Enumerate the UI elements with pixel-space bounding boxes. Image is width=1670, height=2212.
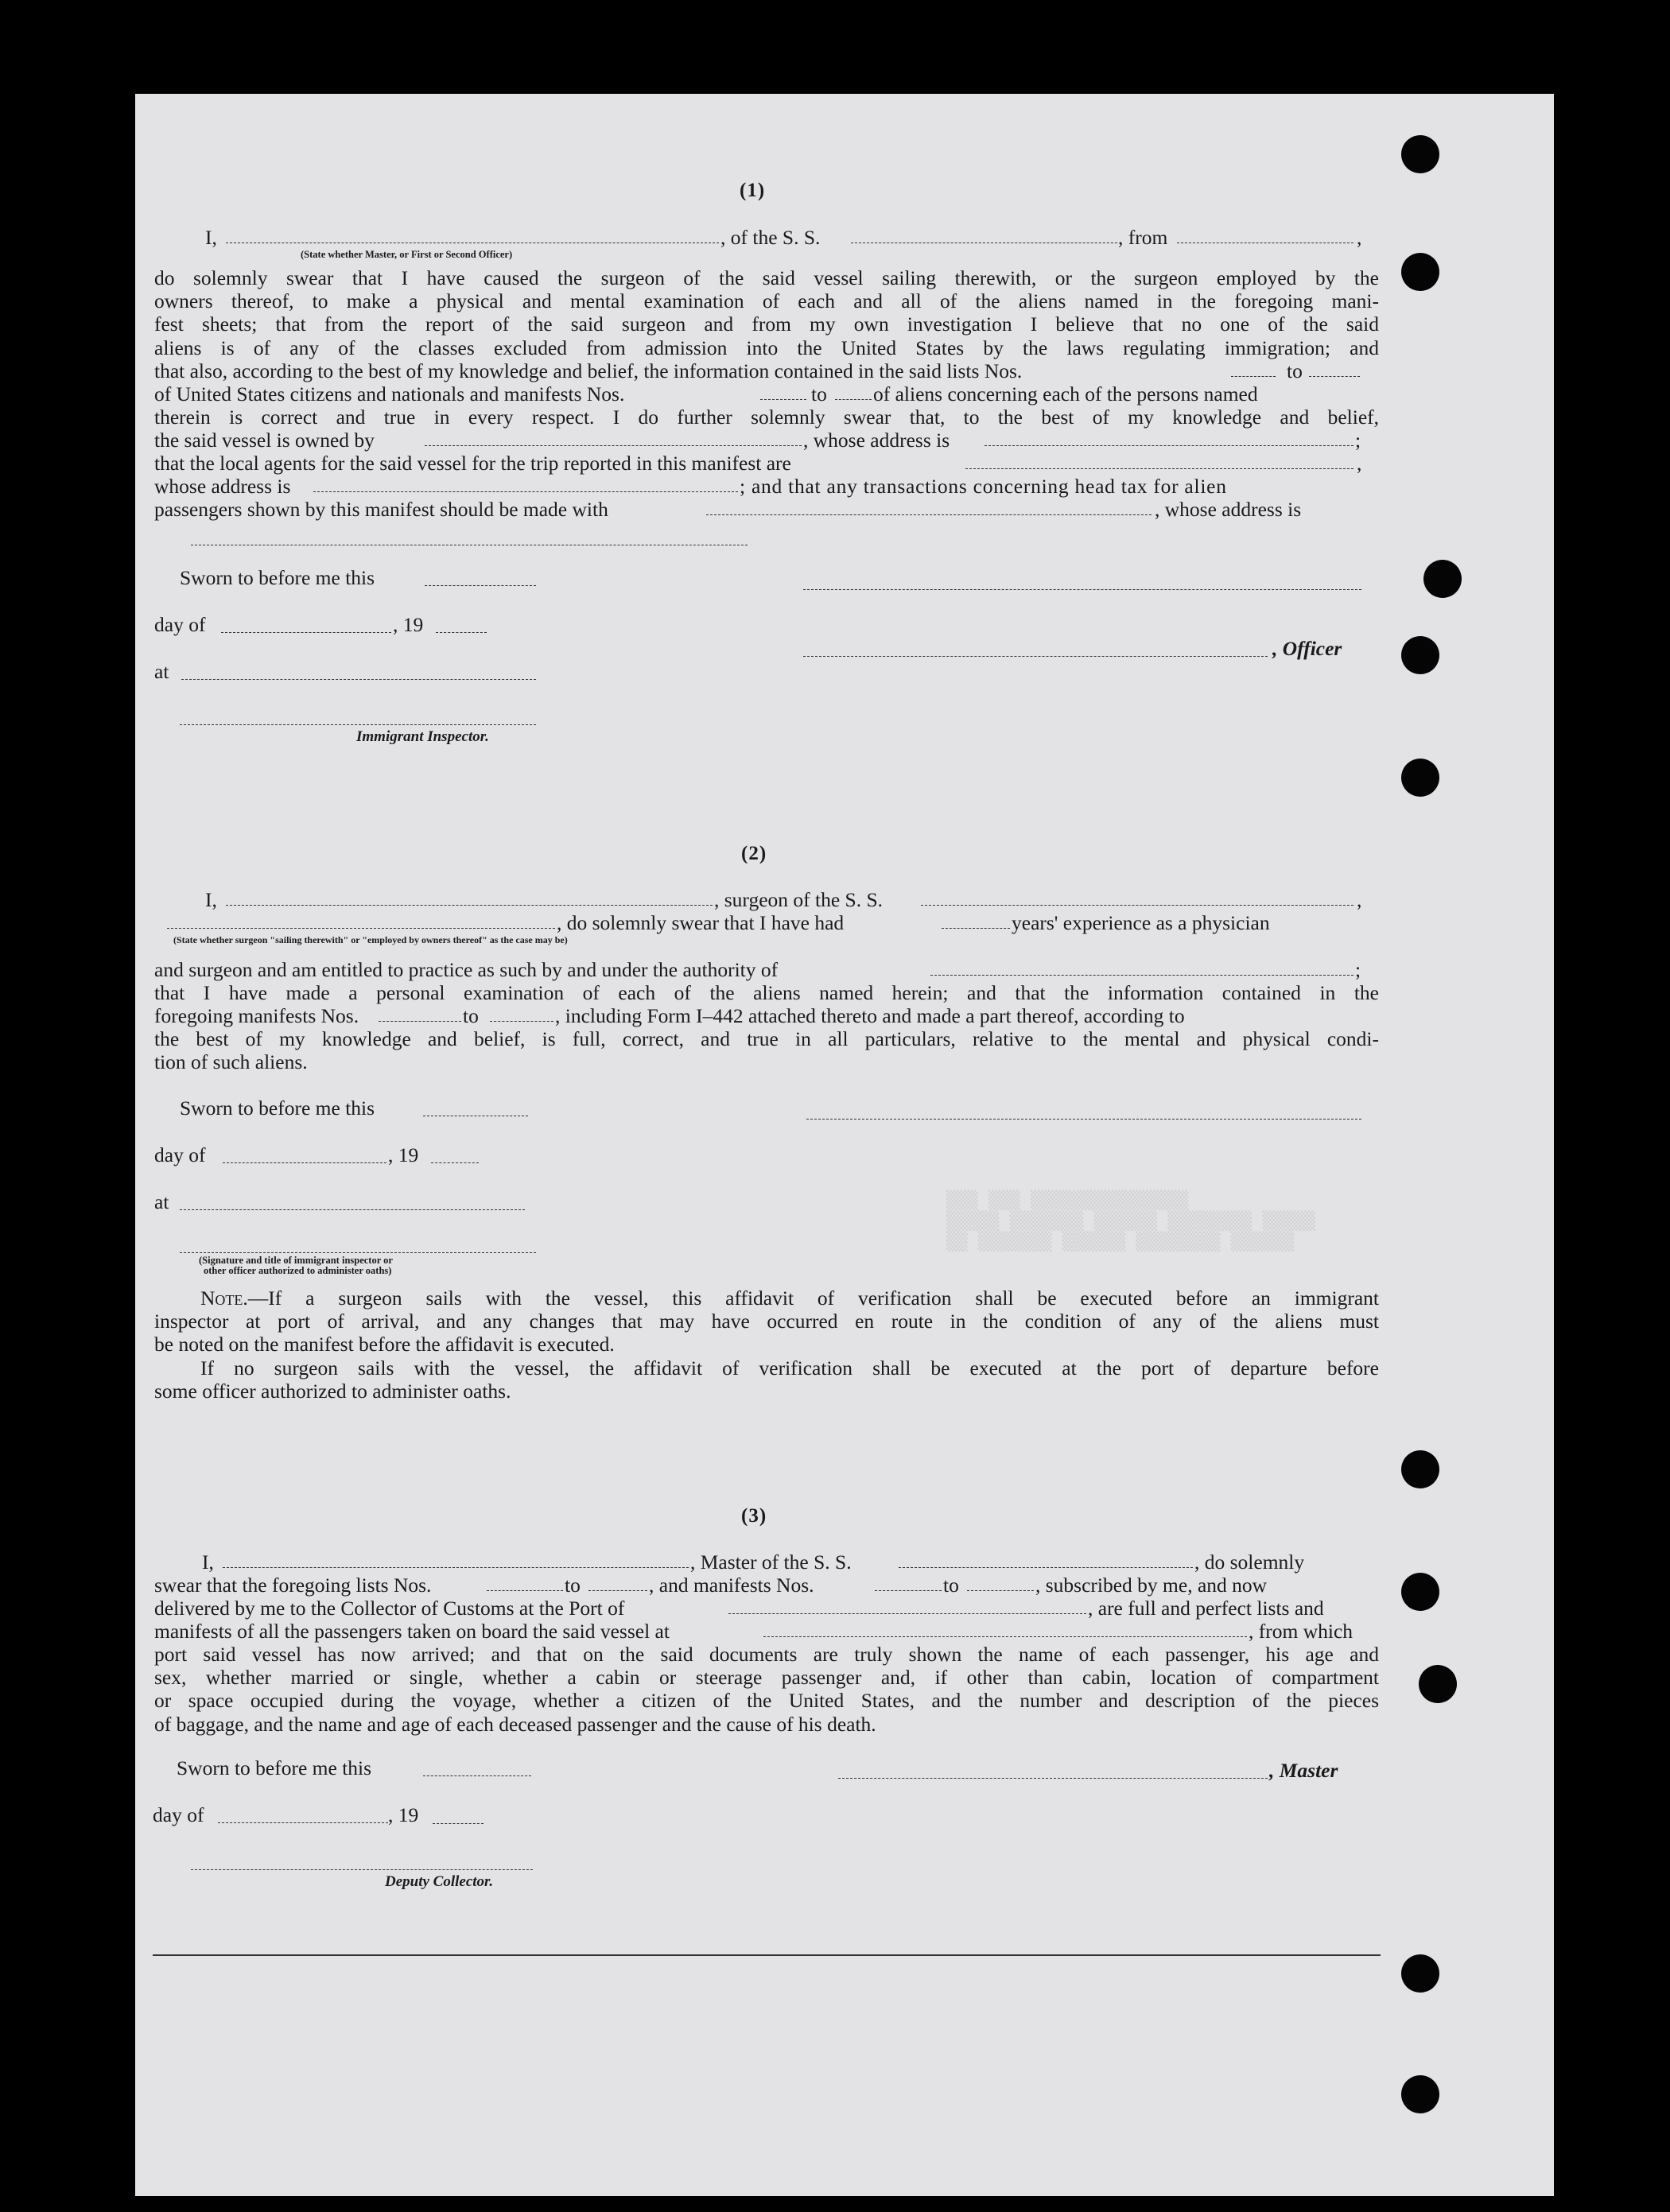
- text: that also, according to the best of my knowledge and belief, the information contained in the said lists Nos.: [154, 359, 1023, 382]
- note-line: —If a surgeon sails with the vessel, this affidavit of verification shall be executed before an immigrant: [247, 1286, 1379, 1310]
- text: , do solemnly: [1194, 1550, 1305, 1574]
- text: ,: [1357, 888, 1362, 911]
- text: I,: [205, 888, 217, 911]
- surgeon-signature-field[interactable]: [806, 1118, 1361, 1120]
- agents-address-field[interactable]: [313, 491, 738, 492]
- text: , 19: [388, 1143, 419, 1166]
- year-field[interactable]: [431, 1162, 479, 1163]
- day-of-field[interactable]: [221, 631, 391, 633]
- owner-address-field[interactable]: [985, 444, 1353, 446]
- text: that the local agents for the said vessel for the trip reported in this manifest are: [154, 452, 791, 475]
- text: , from which: [1249, 1620, 1353, 1643]
- caption: (State whether Master, or First or Second Officer): [301, 249, 513, 260]
- caption: (Signature and title of immigrant inspector or: [199, 1255, 393, 1266]
- text: to: [943, 1574, 959, 1597]
- punch-hole: [1423, 560, 1462, 598]
- manifests-from-field[interactable]: [760, 398, 806, 400]
- years-experience-field[interactable]: [942, 927, 1010, 929]
- text: , are full and perfect lists and: [1088, 1597, 1324, 1620]
- officer-name-field[interactable]: [226, 242, 719, 243]
- text: ;: [1355, 429, 1361, 452]
- vessel-name-field[interactable]: [851, 242, 1117, 243]
- oath-line: fest sheets; that from the report of the said surgeon and from my own investigation I believe that no one of the said: [154, 312, 1379, 336]
- departure-port-field[interactable]: [763, 1636, 1247, 1637]
- vessel-name-field[interactable]: [899, 1566, 1193, 1568]
- inspector-label: Immigrant Inspector.: [356, 728, 489, 745]
- oath-line: port said vessel has now arrived; and that on the said documents are truly shown the name of each passenger, his age and: [154, 1643, 1379, 1666]
- manifests-to-field[interactable]: [967, 1589, 1034, 1591]
- text: Sworn to before me this: [177, 1756, 372, 1779]
- text: I,: [202, 1550, 214, 1574]
- origin-port-field[interactable]: [1177, 242, 1353, 243]
- bleed-through-text: ▒▒▒ ▒▒▒ ▒▒▒▒▒▒▒▒▒▒▒▒▒▒▒ ▒▒▒▒▒ ▒▒▒▒▒▒▒ ▒▒▒▒▒▒ ▒▒▒▒▒▒▒▒ ▒▒▒▒▒ ▒▒ ▒▒▒▒▒▒▒ ▒▒▒▒▒▒ ▒▒▒▒▒▒▒▒ ▒▒▒▒▒▒: [946, 1191, 1315, 1252]
- text: , surgeon of the S. S.: [714, 888, 884, 911]
- text: of United States citizens and nationals and manifests Nos.: [154, 382, 625, 406]
- text: day of: [154, 613, 206, 636]
- lists-to-field[interactable]: [1309, 375, 1360, 377]
- vessel-name-field[interactable]: [921, 904, 1353, 906]
- lists-to-field[interactable]: [588, 1589, 647, 1591]
- text: day of: [154, 1143, 206, 1166]
- at-place-field[interactable]: [180, 1209, 525, 1210]
- master-label: , Master: [1269, 1759, 1338, 1782]
- lists-from-field[interactable]: [1231, 375, 1276, 377]
- officer-signature-field[interactable]: [803, 588, 1361, 590]
- text: manifests of all the passengers taken on board the said vessel at: [154, 1620, 670, 1643]
- text: ,: [1357, 226, 1362, 249]
- text: , do solemnly swear that I have had: [557, 911, 845, 934]
- oath-paragraph: [154, 1643, 1379, 1736]
- text: and surgeon and am entitled to practice as such by and under the authority of: [154, 958, 779, 981]
- manifests-to-field[interactable]: [490, 1020, 553, 1022]
- text: whose address is: [154, 475, 291, 498]
- punch-hole: [1401, 1450, 1439, 1488]
- oath-line: sex, whether married or single, whether a cabin or steerage passenger and, if other than cabin, location of compartment: [154, 1666, 1379, 1690]
- lists-from-field[interactable]: [487, 1589, 563, 1591]
- note-line: be noted on the manifest before the affidavit is executed.: [154, 1333, 615, 1356]
- bottom-rule: [153, 1954, 1381, 1956]
- deputy-signature-field[interactable]: [191, 1869, 533, 1870]
- form-page: [135, 94, 1554, 2196]
- note-line: some officer authorized to administer oaths.: [154, 1379, 511, 1403]
- officer-title-field[interactable]: [803, 655, 1268, 657]
- year-field[interactable]: [436, 631, 487, 633]
- text: at: [154, 1190, 169, 1213]
- text: ;: [1355, 958, 1361, 981]
- year-field[interactable]: [433, 1822, 484, 1824]
- caption: (State whether surgeon "sailing therewith" or "employed by owners thereof" as the case may be): [173, 934, 568, 945]
- text: at: [154, 660, 169, 683]
- text: to: [1287, 359, 1303, 382]
- master-signature-field[interactable]: [838, 1777, 1268, 1779]
- oath-line: or space occupied during the voyage, whether a citizen of the United States, and the number and description of the pieces: [154, 1689, 1379, 1713]
- sworn-date-field[interactable]: [425, 584, 536, 586]
- oath-line: that I have made a personal examination of each of the aliens named herein; and that the information contained in the: [154, 981, 1379, 1004]
- oath-line: do solemnly swear that I have caused the surgeon of the said vessel sailing therewith, or the surgeon employed by the: [154, 266, 1379, 289]
- text: Sworn to before me this: [180, 566, 375, 589]
- text: , and manifests Nos.: [649, 1574, 814, 1597]
- deputy-label: Deputy Collector.: [385, 1873, 494, 1890]
- day-of-field[interactable]: [218, 1822, 388, 1823]
- inspector-signature-field[interactable]: [180, 724, 536, 725]
- text: ; and that any transactions concerning head tax for alien: [740, 475, 1227, 498]
- section-number: (3): [741, 1505, 767, 1527]
- sworn-date-field[interactable]: [423, 1775, 531, 1776]
- punch-hole: [1401, 636, 1439, 674]
- oath-line: owners thereof, to make a physical and mental examination of each and all of the aliens named in the foregoing mani-: [154, 289, 1379, 313]
- text: foregoing manifests Nos.: [154, 1004, 359, 1027]
- punch-hole: [1401, 253, 1439, 291]
- head-tax-contact-field[interactable]: [706, 514, 1152, 515]
- text: passengers shown by this manifest should be made with: [154, 498, 608, 521]
- local-agents-field[interactable]: [965, 468, 1353, 469]
- manifests-from-field[interactable]: [875, 1589, 942, 1591]
- text: , 19: [393, 613, 424, 636]
- text: years' experience as a physician: [1012, 911, 1270, 934]
- master-name-field[interactable]: [223, 1566, 689, 1568]
- text: the said vessel is owned by: [154, 429, 375, 452]
- note-line: If no surgeon sails with the vessel, the affidavit of verification shall be executed at the port of departure before: [200, 1356, 1379, 1380]
- text: I,: [205, 226, 217, 249]
- officer-label: , Officer: [1272, 637, 1342, 660]
- oath-line: of baggage, and the name and age of each deceased passenger and the cause of his death.: [154, 1712, 876, 1736]
- punch-hole: [1401, 2075, 1439, 2113]
- caption: other officer authorized to administer oaths): [204, 1265, 392, 1276]
- text: to: [811, 382, 827, 406]
- at-place-field[interactable]: [181, 678, 536, 680]
- text: ,: [1357, 452, 1362, 475]
- oath-line: tion of such aliens.: [154, 1050, 308, 1073]
- text: , from: [1118, 226, 1168, 249]
- punch-hole: [1401, 135, 1439, 173]
- port-field[interactable]: [728, 1612, 1086, 1614]
- note-label: Note.: [200, 1286, 248, 1310]
- text: , including Form I–442 attached thereto and made a part thereof, according to: [555, 1004, 1185, 1027]
- oath-line: aliens is of any of the classes excluded from admission into the United States by the laws regulating immigration; and: [154, 336, 1379, 359]
- text: , whose address is: [1155, 498, 1302, 521]
- head-tax-address-field[interactable]: [191, 544, 748, 545]
- manifests-from-field[interactable]: [379, 1020, 461, 1022]
- day-of-field[interactable]: [223, 1162, 386, 1163]
- owner-field[interactable]: [425, 444, 802, 446]
- text: to: [463, 1004, 479, 1027]
- oath-line: therein is correct and true in every respect. I do further solemnly swear that, to the best of my knowledge and belief,: [154, 406, 1379, 429]
- punch-hole: [1401, 1954, 1439, 1993]
- surgeon-status-field[interactable]: [167, 927, 555, 929]
- text: , subscribed by me, and now: [1035, 1574, 1268, 1597]
- text: delivered by me to the Collector of Customs at the Port of: [154, 1597, 625, 1620]
- text: Sworn to before me this: [180, 1096, 375, 1120]
- text: swear that the foregoing lists Nos.: [154, 1574, 432, 1597]
- sworn-date-field[interactable]: [423, 1115, 528, 1116]
- punch-hole: [1419, 1665, 1457, 1703]
- text: , 19: [388, 1803, 419, 1826]
- official-signature-field[interactable]: [180, 1252, 536, 1253]
- text: , of the S. S.: [720, 226, 821, 249]
- manifests-to-field[interactable]: [835, 398, 872, 400]
- section-number: (1): [740, 180, 766, 201]
- text: , Master of the S. S.: [690, 1550, 852, 1574]
- punch-hole: [1401, 1573, 1439, 1611]
- text: of aliens concerning each of the persons named: [873, 382, 1258, 406]
- punch-hole: [1401, 759, 1439, 797]
- note-line: inspector at port of arrival, and any changes that may have occurred en route in the condition of any of the aliens must: [154, 1310, 1379, 1333]
- text: to: [565, 1574, 581, 1597]
- note-paragraph: [154, 1286, 1379, 1403]
- text: , whose address is: [803, 429, 950, 452]
- authority-field[interactable]: [930, 974, 1353, 976]
- oath-line: the best of my knowledge and belief, is full, correct, and true in all particulars, relative to the mental and physical condi-: [154, 1027, 1379, 1050]
- section-number: (2): [741, 843, 767, 864]
- text: day of: [153, 1803, 204, 1826]
- surgeon-name-field[interactable]: [226, 904, 713, 906]
- oath-paragraph: [154, 266, 1379, 359]
